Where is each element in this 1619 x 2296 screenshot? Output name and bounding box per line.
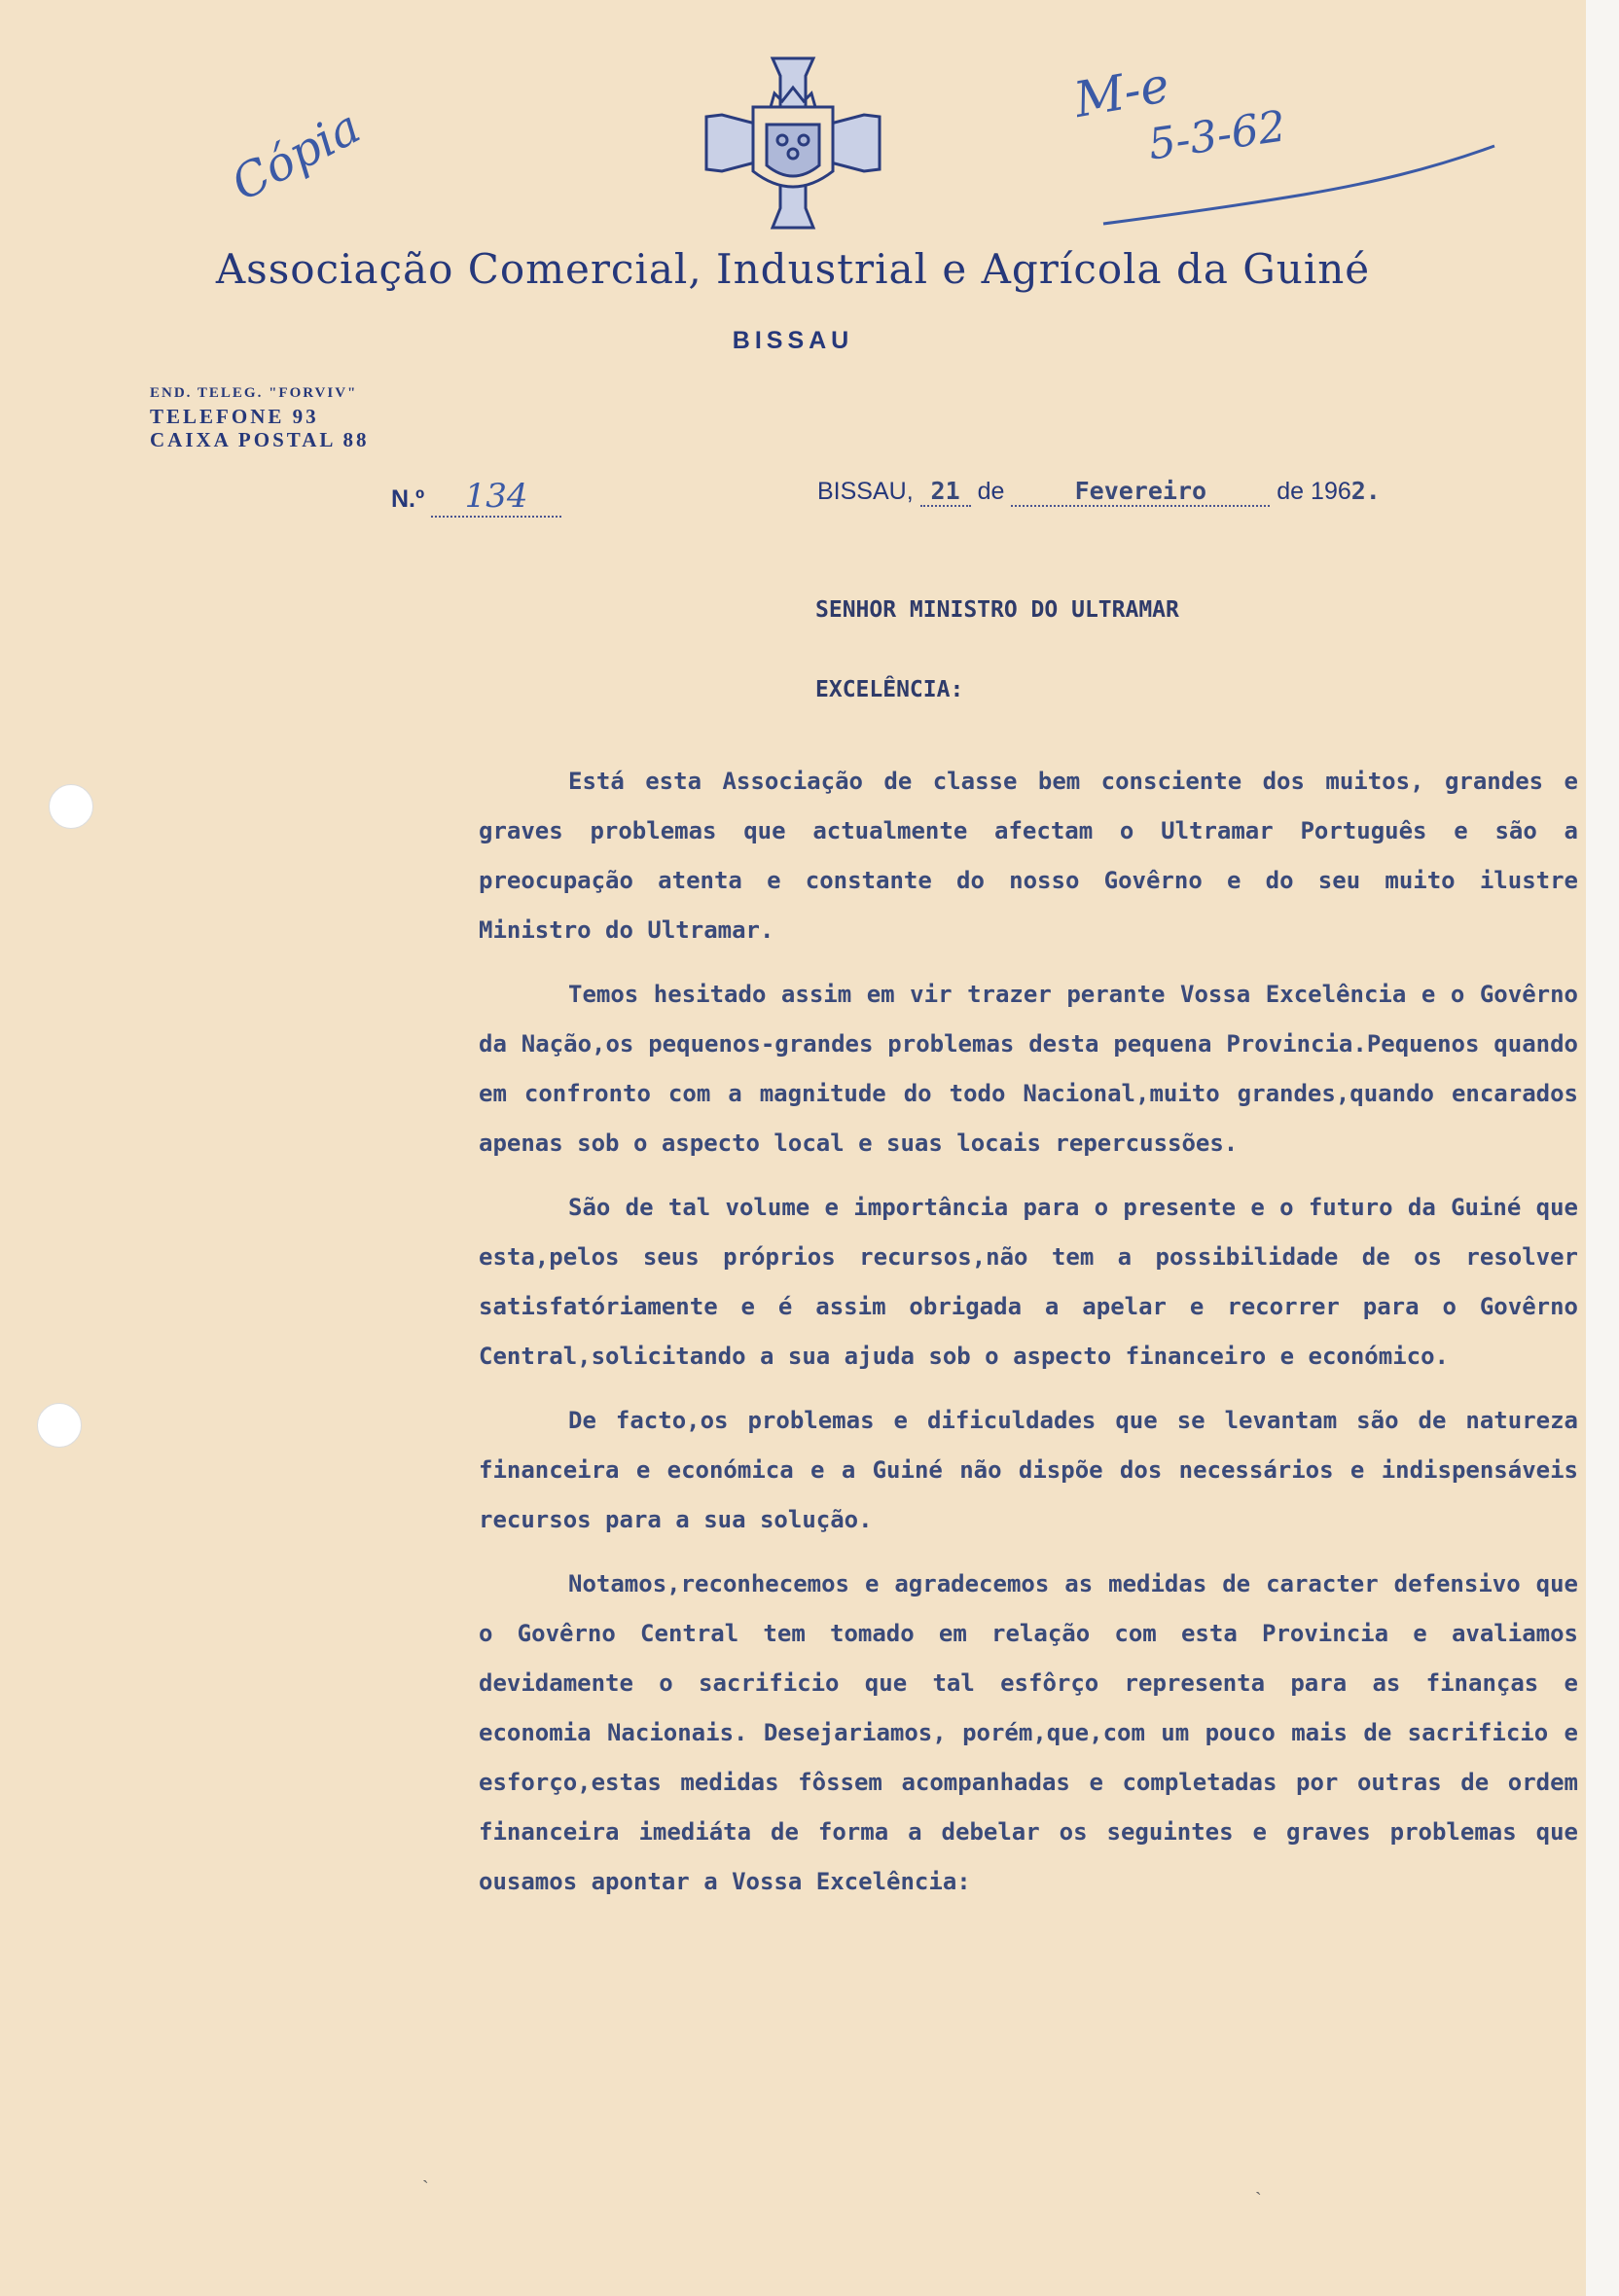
body-paragraph: São de tal volume e importância para o presente e o futuro da Guiné que esta,pelos seus próprios recursos,não tem a possibilidade de os resolver satisfatóriamente e é assim obrigada a apelar e recorrer para o Govêrno Central,solicitando a sua ajuda sob o aspecto financeiro e económico. bbox=[479, 1194, 1578, 1370]
date-month: Fevereiro bbox=[1011, 477, 1270, 507]
handwritten-initials: M-e bbox=[1069, 55, 1173, 129]
date-year-digit: 2. bbox=[1350, 477, 1381, 505]
letter-date bbox=[817, 477, 1381, 507]
punch-hole-icon bbox=[37, 1403, 82, 1448]
scan-margin bbox=[1586, 0, 1619, 2296]
date-day: 21 bbox=[920, 477, 971, 507]
organization-name: Associação Comercial, Industrial e Agrícola da Guiné bbox=[215, 245, 1371, 293]
paper-mark: ˋ bbox=[422, 2175, 429, 2199]
number-value: 134 bbox=[431, 477, 561, 518]
cross-coat-of-arms-emblem-icon bbox=[704, 56, 881, 230]
reference-number bbox=[391, 477, 561, 518]
handwritten-copy-note: Cópia bbox=[223, 99, 370, 212]
punch-hole-icon bbox=[49, 784, 93, 829]
date-de-2: de 196 bbox=[1277, 478, 1351, 505]
number-label: N.º bbox=[391, 485, 425, 513]
place-label: BISSAU, bbox=[817, 478, 914, 505]
body-paragraph: Está esta Associação de classe bem consciente dos muitos, grandes e graves problemas que actualmente afectam o Ultramar Português e são a preocupação atenta e constante do nosso Govêrno e do seu muito ilustre Ministro do Ultramar. bbox=[479, 768, 1578, 944]
body-paragraph: Temos hesitado assim em vir trazer perante Vossa Excelência e o Govêrno da Nação,os pequenos-grandes problemas desta pequena Provincia.Pequenos quando em confronto com a magnitude do todo Nacional,muito grandes,quando encarados apenas sob o aspecto local e suas locais repercussões. bbox=[479, 981, 1578, 1157]
salutation: EXCELÊNCIA: bbox=[815, 677, 964, 702]
body-paragraph: Notamos,reconhecemos e agradecemos as medidas de caracter defensivo que o Govêrno Central tem tomado em relação com esta Provincia e avaliamos devidamente o sacrificio que tal esfôrço representa para as finanças e economia Nacionais. Desejariamos, porém,que,com um pouco mais de sacrificio e esforço,estas medidas fôssem acompanhadas e completadas por outras de ordem financeira imediáta de forma a debelar os seguintes e graves problemas que ousamos apontar a Vossa Excelência: bbox=[479, 1570, 1578, 1895]
date-de-1: de bbox=[977, 478, 1005, 505]
contact-block bbox=[150, 381, 369, 451]
po-box: CAIXA POSTAL 88 bbox=[150, 428, 370, 451]
addressee-title: SENHOR MINISTRO DO ULTRAMAR bbox=[815, 597, 1179, 623]
body-paragraph: De facto,os problemas e dificuldades que se levantam são de natureza financeira e económica e a Guiné não dispõe dos necessários e indispensáveis recursos para a sua solução. bbox=[479, 1407, 1578, 1533]
handwritten-underline bbox=[1099, 136, 1498, 233]
letterhead-city: BISSAU bbox=[732, 327, 854, 354]
phone-number: TELEFONE 93 bbox=[150, 405, 319, 428]
letter-body bbox=[479, 757, 1578, 1921]
telegraph-address: END. TELEG. "FORVIV" bbox=[150, 385, 358, 401]
handwritten-date: 5-3-62 bbox=[1145, 101, 1289, 170]
paper-mark: ˋ bbox=[1255, 2187, 1262, 2210]
